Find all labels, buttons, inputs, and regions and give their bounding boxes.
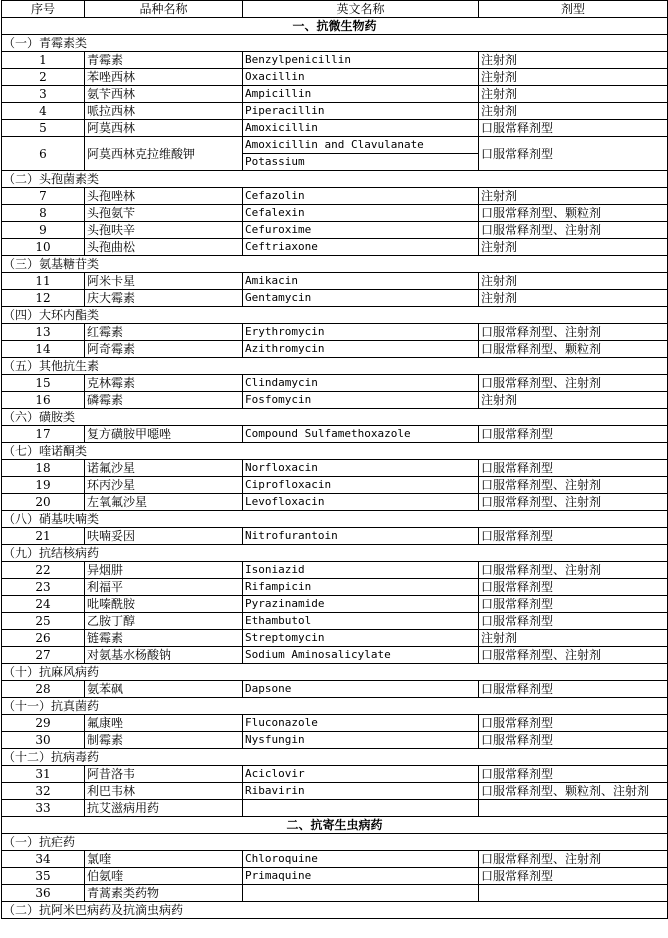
header-name: 品种名称: [85, 1, 243, 18]
table-row: [2, 222, 668, 239]
table-row: [2, 681, 668, 698]
table-row: [2, 494, 668, 511]
name-cell: 氨苄西林: [85, 86, 243, 103]
form-cell: 口服常释剂型: [479, 426, 668, 443]
category-label: （四）大环内酯类: [2, 307, 668, 324]
english-cell: [243, 137, 479, 171]
category-label: （一）抗疟药: [2, 834, 668, 851]
form-cell: 注射剂: [479, 392, 668, 409]
english-cell: Cefalexin: [243, 205, 479, 222]
seq-cell: 20: [2, 494, 85, 511]
seq-cell: 35: [2, 868, 85, 885]
table-row: [2, 783, 668, 800]
category-row: [2, 664, 668, 681]
seq-cell: 27: [2, 647, 85, 664]
form-cell: 口服常释剂型、颗粒剂: [479, 205, 668, 222]
table-row: [2, 290, 668, 307]
form-cell: 口服常释剂型、注射剂: [479, 562, 668, 579]
name-cell: 阿莫西林克拉维酸钾: [85, 137, 243, 171]
form-cell: 口服常释剂型、颗粒剂、注射剂: [479, 783, 668, 800]
name-cell: 伯氨喹: [85, 868, 243, 885]
seq-cell: 31: [2, 766, 85, 783]
table-row: [2, 647, 668, 664]
form-cell: 注射剂: [479, 239, 668, 256]
seq-cell: 4: [2, 103, 85, 120]
form-cell: 口服常释剂型: [479, 137, 668, 171]
english-cell: Streptomycin: [243, 630, 479, 647]
category-label: （九）抗结核病药: [2, 545, 668, 562]
table-row: [2, 324, 668, 341]
name-cell: 利巴韦林: [85, 783, 243, 800]
form-cell: 注射剂: [479, 52, 668, 69]
table-row: [2, 341, 668, 358]
english-cell: Isoniazid: [243, 562, 479, 579]
english-cell: Nitrofurantoin: [243, 528, 479, 545]
name-cell: 复方磺胺甲噁唑: [85, 426, 243, 443]
seq-cell: 8: [2, 205, 85, 222]
seq-cell: 22: [2, 562, 85, 579]
seq-cell: 32: [2, 783, 85, 800]
seq-cell: 29: [2, 715, 85, 732]
seq-cell: 12: [2, 290, 85, 307]
table-row: [2, 188, 668, 205]
seq-cell: 34: [2, 851, 85, 868]
english-cell: Fosfomycin: [243, 392, 479, 409]
seq-cell: 7: [2, 188, 85, 205]
seq-cell: 21: [2, 528, 85, 545]
section-heading: 二、抗寄生虫病药: [2, 817, 668, 834]
section-heading: 一、抗微生物药: [2, 18, 668, 35]
category-label: （七）喹诺酮类: [2, 443, 668, 460]
table-row: [2, 528, 668, 545]
table-row: [2, 120, 668, 137]
table-row: [2, 52, 668, 69]
form-cell: 口服常释剂型、颗粒剂: [479, 341, 668, 358]
category-label: （十二）抗病毒药: [2, 749, 668, 766]
header-seq: 序号: [2, 1, 85, 18]
table-row: [2, 715, 668, 732]
table-row: [2, 868, 668, 885]
table-row: [2, 69, 668, 86]
category-label: （二）抗阿米巴病药及抗滴虫病药: [2, 902, 668, 919]
seq-cell: 2: [2, 69, 85, 86]
form-cell: 注射剂: [479, 69, 668, 86]
table-row: [2, 885, 668, 902]
category-label: （五）其他抗生素: [2, 358, 668, 375]
form-cell: 注射剂: [479, 103, 668, 120]
name-cell: 克林霉素: [85, 375, 243, 392]
form-cell: 口服常释剂型: [479, 120, 668, 137]
seq-cell: 16: [2, 392, 85, 409]
form-cell: 注射剂: [479, 86, 668, 103]
table-row: [2, 613, 668, 630]
english-cell: Ampicillin: [243, 86, 479, 103]
category-label: （三）氨基糖苷类: [2, 256, 668, 273]
table-row: [2, 239, 668, 256]
name-cell: 哌拉西林: [85, 103, 243, 120]
english-cell: Sodium Aminosalicylate: [243, 647, 479, 664]
english-cell: Benzylpenicillin: [243, 52, 479, 69]
category-label: （一）青霉素类: [2, 35, 668, 52]
form-cell: 口服常释剂型、注射剂: [479, 494, 668, 511]
name-cell: 诺氟沙星: [85, 460, 243, 477]
seq-cell: 26: [2, 630, 85, 647]
name-cell: 氨苯砜: [85, 681, 243, 698]
table-row: [2, 596, 668, 613]
table-row: [2, 477, 668, 494]
table-row: [2, 86, 668, 103]
english-cell: Fluconazole: [243, 715, 479, 732]
english-cell: [243, 885, 479, 902]
category-row: [2, 834, 668, 851]
name-cell: 氯喹: [85, 851, 243, 868]
category-row: [2, 698, 668, 715]
seq-cell: 1: [2, 52, 85, 69]
table-row: [2, 273, 668, 290]
name-cell: 头孢唑林: [85, 188, 243, 205]
category-row: [2, 307, 668, 324]
name-cell: 阿米卡星: [85, 273, 243, 290]
name-cell: 左氧氟沙星: [85, 494, 243, 511]
name-cell: 红霉素: [85, 324, 243, 341]
form-cell: 口服常释剂型: [479, 868, 668, 885]
category-row: [2, 902, 668, 919]
seq-cell: 25: [2, 613, 85, 630]
category-row: [2, 443, 668, 460]
table-row: [2, 732, 668, 749]
name-cell: 头孢呋辛: [85, 222, 243, 239]
name-cell: 制霉素: [85, 732, 243, 749]
form-cell: 注射剂: [479, 273, 668, 290]
category-label: （十一）抗真菌药: [2, 698, 668, 715]
header-form: 剂型: [479, 1, 668, 18]
english-cell: Piperacillin: [243, 103, 479, 120]
name-cell: 异烟肼: [85, 562, 243, 579]
english-cell: Clindamycin: [243, 375, 479, 392]
name-cell: 头孢曲松: [85, 239, 243, 256]
english-cell: Pyrazinamide: [243, 596, 479, 613]
category-row: [2, 749, 668, 766]
seq-cell: 11: [2, 273, 85, 290]
name-cell: 环丙沙星: [85, 477, 243, 494]
table-row: [2, 460, 668, 477]
form-cell: 口服常释剂型: [479, 596, 668, 613]
english-cell: Cefazolin: [243, 188, 479, 205]
english-cell: Amikacin: [243, 273, 479, 290]
english-cell: Azithromycin: [243, 341, 479, 358]
seq-cell: 23: [2, 579, 85, 596]
form-cell: 口服常释剂型: [479, 766, 668, 783]
table-row: [2, 579, 668, 596]
form-cell: 口服常释剂型、注射剂: [479, 324, 668, 341]
name-cell: 呋喃妥因: [85, 528, 243, 545]
english-cell: Chloroquine: [243, 851, 479, 868]
seq-cell: 36: [2, 885, 85, 902]
header-english: 英文名称: [243, 1, 479, 18]
english-cell: [243, 800, 479, 817]
english-cell: Aciclovir: [243, 766, 479, 783]
form-cell: 口服常释剂型: [479, 715, 668, 732]
name-cell: 青霉素: [85, 52, 243, 69]
english-cell: Nysfungin: [243, 732, 479, 749]
english-cell: Ribavirin: [243, 783, 479, 800]
name-cell: 乙胺丁醇: [85, 613, 243, 630]
form-cell: 口服常释剂型、注射剂: [479, 647, 668, 664]
name-cell: 阿奇霉素: [85, 341, 243, 358]
table-row: [2, 426, 668, 443]
form-cell: 口服常释剂型: [479, 460, 668, 477]
english-cell: Compound Sulfamethoxazole: [243, 426, 479, 443]
seq-cell: 19: [2, 477, 85, 494]
form-cell: 口服常释剂型、注射剂: [479, 375, 668, 392]
english-cell: Primaquine: [243, 868, 479, 885]
table-body: [2, 18, 668, 919]
seq-cell: 33: [2, 800, 85, 817]
header-row: [2, 1, 668, 18]
name-cell: 青蒿素类药物: [85, 885, 243, 902]
seq-cell: 10: [2, 239, 85, 256]
category-row: [2, 545, 668, 562]
english-cell: Gentamycin: [243, 290, 479, 307]
name-cell: 吡嗪酰胺: [85, 596, 243, 613]
seq-cell: 5: [2, 120, 85, 137]
form-cell: 口服常释剂型、注射剂: [479, 477, 668, 494]
form-cell: 注射剂: [479, 290, 668, 307]
name-cell: 头孢氨苄: [85, 205, 243, 222]
form-cell: 口服常释剂型: [479, 528, 668, 545]
table-row: [2, 205, 668, 222]
name-cell: 链霉素: [85, 630, 243, 647]
english-line-2: Potassium: [245, 155, 305, 168]
name-cell: 抗艾滋病用药: [85, 800, 243, 817]
seq-cell: 24: [2, 596, 85, 613]
seq-cell: 18: [2, 460, 85, 477]
category-row: [2, 409, 668, 426]
name-cell: 氟康唑: [85, 715, 243, 732]
seq-cell: 28: [2, 681, 85, 698]
english-cell: Ethambutol: [243, 613, 479, 630]
form-cell: 注射剂: [479, 630, 668, 647]
table-row: [2, 392, 668, 409]
category-row: [2, 358, 668, 375]
name-cell: 利福平: [85, 579, 243, 596]
english-cell: Levofloxacin: [243, 494, 479, 511]
english-cell: Ceftriaxone: [243, 239, 479, 256]
form-cell: 口服常释剂型: [479, 613, 668, 630]
table-row: [2, 375, 668, 392]
category-label: （八）硝基呋喃类: [2, 511, 668, 528]
seq-cell: 3: [2, 86, 85, 103]
seq-cell: 14: [2, 341, 85, 358]
name-cell: 对氨基水杨酸钠: [85, 647, 243, 664]
table-row: [2, 766, 668, 783]
category-label: （六）磺胺类: [2, 409, 668, 426]
name-cell: 磷霉素: [85, 392, 243, 409]
seq-cell: 30: [2, 732, 85, 749]
form-cell: 口服常释剂型: [479, 732, 668, 749]
table-row: [2, 851, 668, 868]
english-cell: Erythromycin: [243, 324, 479, 341]
name-cell: 阿昔洛韦: [85, 766, 243, 783]
category-row: [2, 171, 668, 188]
category-label: （十）抗麻风病药: [2, 664, 668, 681]
name-cell: 阿莫西林: [85, 120, 243, 137]
section-heading-row: [2, 18, 668, 35]
seq-cell: 17: [2, 426, 85, 443]
english-cell: Ciprofloxacin: [243, 477, 479, 494]
english-cell: Amoxicillin: [243, 120, 479, 137]
english-cell: Dapsone: [243, 681, 479, 698]
table-row: [2, 562, 668, 579]
form-cell: 注射剂: [479, 188, 668, 205]
section-heading-row: [2, 817, 668, 834]
english-cell: Rifampicin: [243, 579, 479, 596]
seq-cell: 9: [2, 222, 85, 239]
name-cell: 庆大霉素: [85, 290, 243, 307]
english-cell: Cefuroxime: [243, 222, 479, 239]
form-cell: 口服常释剂型、注射剂: [479, 222, 668, 239]
form-cell: 口服常释剂型: [479, 579, 668, 596]
category-row: [2, 511, 668, 528]
form-cell: 口服常释剂型、注射剂: [479, 851, 668, 868]
english-line-1: Amoxicillin and Clavulanate: [243, 137, 478, 154]
category-row: [2, 35, 668, 52]
category-label: （二）头孢菌素类: [2, 171, 668, 188]
drug-list-table: [1, 0, 668, 919]
table-row: [2, 103, 668, 120]
table-row: [2, 137, 668, 171]
category-row: [2, 256, 668, 273]
form-cell: [479, 800, 668, 817]
table-row: [2, 800, 668, 817]
english-cell: Oxacillin: [243, 69, 479, 86]
form-cell: [479, 885, 668, 902]
form-cell: 口服常释剂型: [479, 681, 668, 698]
table-row: [2, 630, 668, 647]
seq-cell: 15: [2, 375, 85, 392]
name-cell: 苯唑西林: [85, 69, 243, 86]
seq-cell: 13: [2, 324, 85, 341]
english-cell: Norfloxacin: [243, 460, 479, 477]
seq-cell: 6: [2, 137, 85, 171]
